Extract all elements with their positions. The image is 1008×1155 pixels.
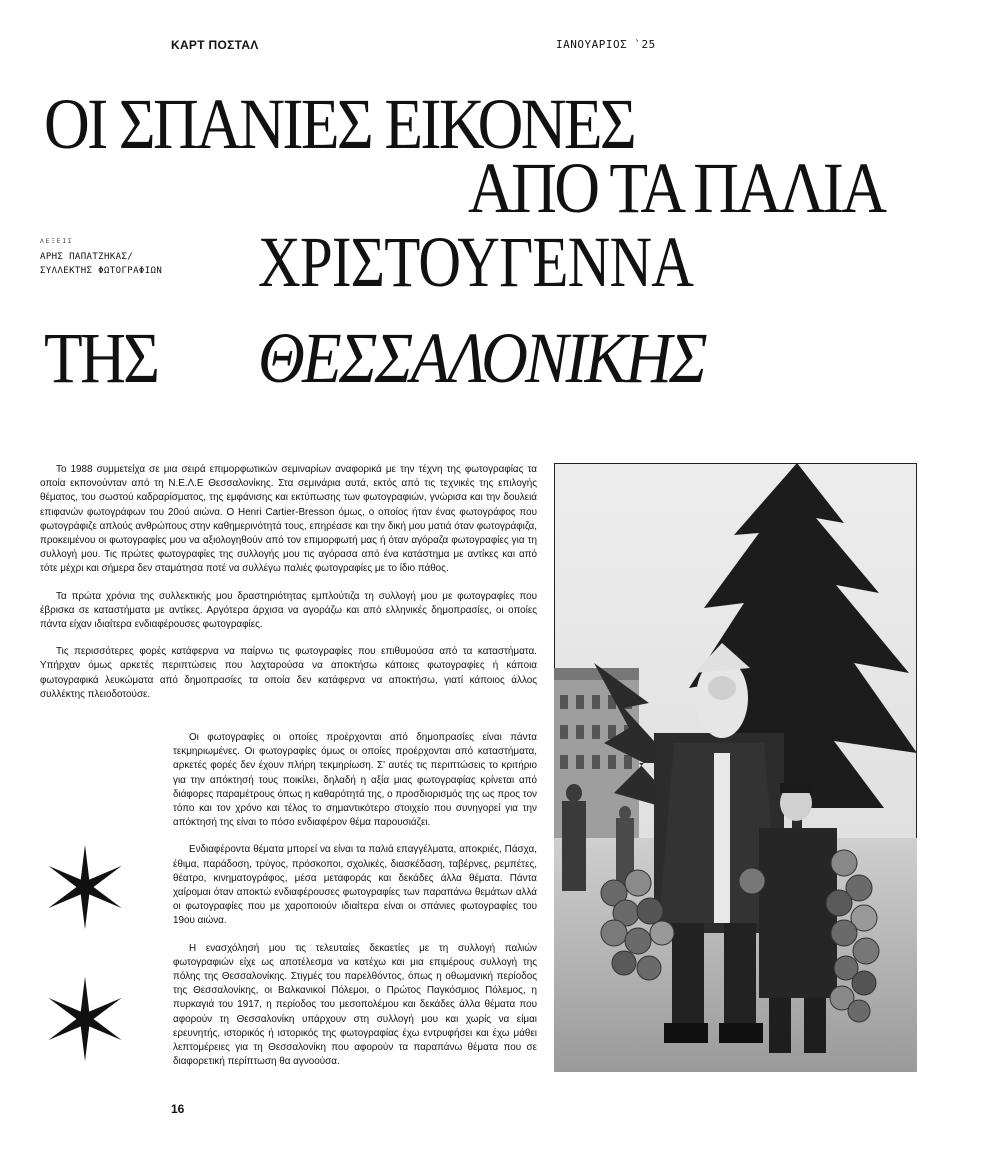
section-label: ΚΑΡΤ ΠΟΣΤΑΛ [171,38,259,52]
article-paragraph: Τις περισσότερες φορές κατάφερνα να παίρνω τις φωτογραφίες που επιθυμούσα από τα καταστήματα. Υπήρχαν όμως αρκετές περιπτώσεις που λαχταρούσα να αποκτήσω κάποιες φωτογραφίες ή κάποια φωτογραφικά λευκώματα από δημοπρασίες τα οποία δεν κατάφερνα να αποκτήσω, γιατί κάποιος άλλος συλλέκτης πλειοδοτούσε. [40,646,537,700]
article-column-narrow [173,731,537,1082]
star-ornament-icon [40,842,130,932]
article-paragraph: Οι φωτογραφίες οι οποίες προέρχονται από δημοπρασίες είναι πάντα τεκμηριωμένες. Οι φωτογραφίες όμως οι οποίες προέρχονται από καταστήματα, αρκετές φορές δεν έχουν πλήρη τεκμηρίωση. Σ' αυτές τις περιπτώσεις το κριτήριο για την απόκτησή τους ποικίλει, δηλαδή η αξία μιας φωτογραφίας κρίνεται από διάφορες παραμέτρους όπως η καθαρότητά της, ο προσδιορισμός της ως προς τον τόπο και τον χρόνο και τέλος το σημαντικότερο στοιχείο που συνηγορεί για την απόκτησή της είναι το πόσο ενδιαφέρον θέμα παρουσιάζει. [173,732,537,829]
author-credits [40,250,210,278]
headline-line-4-right: ΘΕΣΣΑΛΟΝΙΚΗΣ [258,318,705,398]
article-paragraph: Τα πρώτα χρόνια της συλλεκτικής μου δραστηριότητας εμπλούτιζα τη συλλογή μου με φωτογραφίες που έβρισκα σε καταστήματα με αντίκες. Αργότερα άρχισα να αγοράζω και από ελληνικές δημοπρασίες, οι οποίες πάντα είχαν ιδιαίτερα ενδιαφέρουσες φωτογραφίες. [40,590,537,631]
page-number: 16 [171,1102,185,1116]
headline-line-3: ΧΡΙΣΤΟΥΓΕΝΝΑ [258,222,694,302]
article-column-wide [40,463,537,715]
issue-date: ΙΑΝΟΥΑΡΙΟΣ `25 [556,38,656,51]
author-role: ΣΥΛΛΕΚΤΗΣ ΦΩΤΟΓΡΑΦΙΩΝ [40,266,163,276]
credits-label: ΛΕΞΕΙΣ [40,238,74,245]
star-ornament-icon [40,974,130,1064]
historical-photo [554,463,917,1072]
headline-line-1: ΟΙ ΣΠΑΝΙΕΣ ΕΙΚΟΝΕΣ [44,84,635,164]
headline-line-2: ΑΠΟ ΤΑ ΠΑΛΙΑ [468,148,885,228]
article-paragraph: Το 1988 συμμετείχα σε μια σειρά επιμορφωτικών σεμιναρίων αναφορικά με την τέχνη της φωτογραφίας τα οποία εκπονούνταν από τη Ν.Ε.Λ.Ε Θεσσαλονίκης. Στα σεμινάρια αυτά, εκτός από τις τεχνικές της επιλογής θέματος, του σωστού καδραρίσματος, της εμφάνισης και εκτύπωσης των φωτογραφιών, γνώρισα και την δουλειά επιφανών φωτογράφων του 20ού αιώνα. Ο Henri Cartier-Bresson όμως, ο οποίος ήταν ένας φωτογράφος που φωτογράφιζε απλούς ανθρώπους στην καθημερινότητά τους, επηρέασε και την δική μου ματιά όταν φωτογράφιζα, προκειμένου οι φωτογραφίες μου να αξιολογηθούν από τον επιμορφωτή μας ή όταν αγόραζα φωτογραφίες για τη συλλογή μου. Τις πρώτες φωτογραφίες της συλλογής μου τις αγόρασα από ένα κατάστημα με αντίκες και από τότε μέχρι και σήμερα δεν σταμάτησα ποτέ να συλλέγω παλιές φωτογραφίες με το ίδιο πάθος. [40,464,537,575]
article-paragraph: Η ενασχόλησή μου τις τελευταίες δεκαετίες με τη συλλογή παλιών φωτογραφιών είχε ως αποτέλεσμα να κατέχω και μια επιμέρους συλλογή της πόλης της Θεσσαλονίκης. Στιγμές του παρελθόντος, όπως η οθωμανική περίοδος της Θεσσαλονίκης, οι Βαλκανικοί Πόλεμοι, ο Πρώτος Παγκόσμιος Πόλεμος, η πυρκαγιά του 1917, η περίοδος του μεσοπολέμου και δεκάδες άλλα θέματα που αφορούν τη Θεσσαλονίκη υπάρχουν στη συλλογή μου και χωρίς να είμαι ερευνητής, ιστορικός ή ιστορικός της φωτογραφίας έχω εντρυφήσει και έχω μάθει λεπτομέρειες για τη Θεσσαλονίκη που αφορούν τα παραπάνω θέματα που σε διαφορετική περίπτωση θα αγνοούσα. [173,942,537,1068]
article-paragraph: Ενδιαφέροντα θέματα μπορεί να είναι τα παλιά επαγγέλματα, αποκριές, Πάσχα, έθιμα, παράδοση, τρύγος, πρόσκοποι, σχολικές, διασκέδαση, ταβέρνες, ρεμπέτες, θέατρο, κινηματογράφος, μέσα μεταφοράς και δεκάδες άλλα θέματα. Πάντα χαίρομαι όταν αποκτώ ενδιαφέρουσες φωτογραφίες των παραπάνω θεμάτων αλλά οι φωτογραφίες που με χαροποιούν ιδιαίτερα είναι οι σπάνιες φωτογραφίες του 19ου αιώνα. [173,844,537,927]
author-name: ΑΡΗΣ ΠΑΠΑΤΖΗΚΑΣ/ [40,252,134,262]
headline-line-4-left: ΤΗΣ [44,318,158,398]
